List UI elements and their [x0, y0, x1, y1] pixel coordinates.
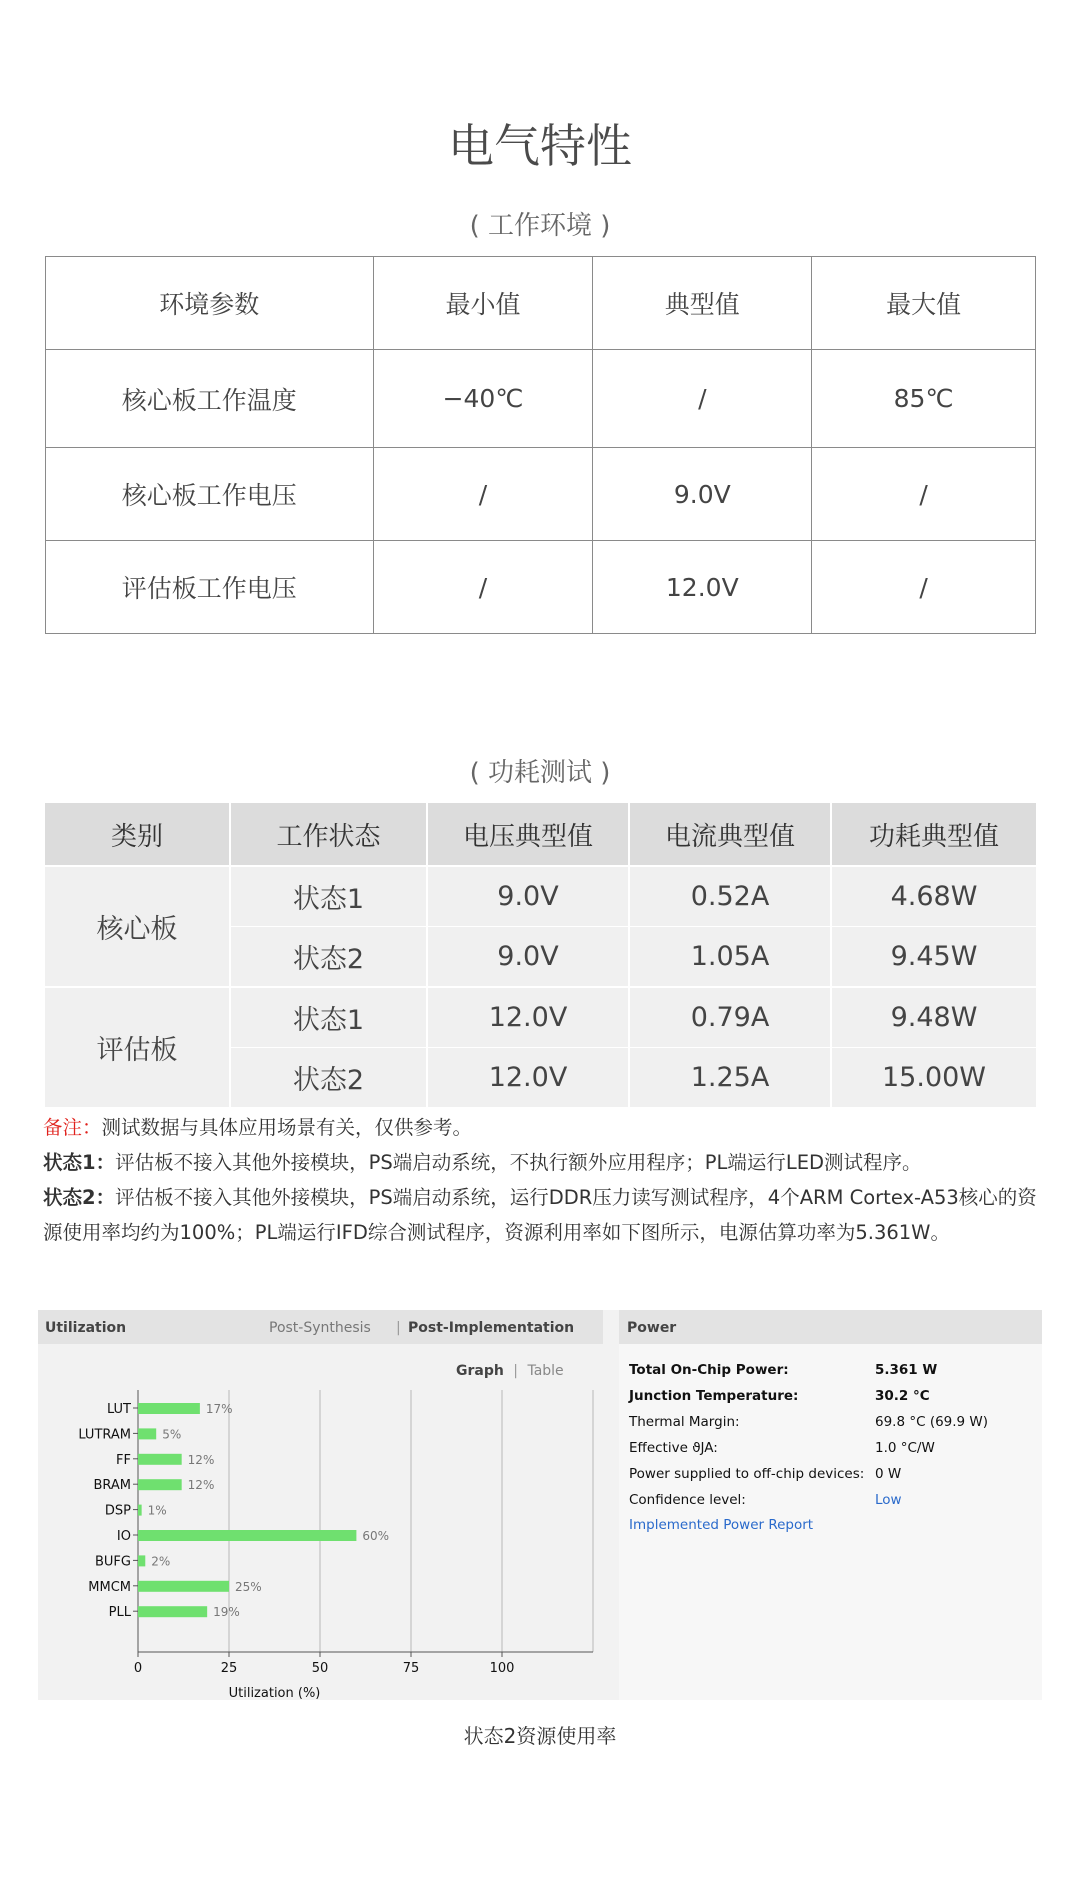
table-row — [45, 866, 1036, 927]
power-header — [619, 1310, 1042, 1344]
bar — [138, 1454, 182, 1465]
category-label: BUFG — [95, 1554, 131, 1570]
table-cell: 状态1 — [230, 866, 427, 927]
power-label: Total On-Chip Power: — [629, 1362, 789, 1378]
notes-block — [43, 1110, 1043, 1250]
table-cell: 核心板工作电压 — [46, 448, 374, 541]
graph-toggle[interactable]: Graph — [456, 1363, 504, 1379]
table-row — [46, 350, 1036, 448]
category-label: FF — [116, 1452, 131, 1468]
table-cell: 0.52A — [629, 866, 831, 927]
state1-line — [43, 1145, 1043, 1180]
category-label: BRAM — [93, 1478, 131, 1494]
vivado-screenshot — [38, 1310, 1042, 1700]
x-tick-label: 25 — [220, 1661, 238, 1676]
data-label: 25% — [235, 1579, 262, 1594]
header-cell: 类别 — [45, 803, 230, 866]
header-cell: 最小值 — [373, 257, 593, 350]
header-cell: 电压典型值 — [427, 803, 629, 866]
table-cell: 9.45W — [831, 927, 1036, 988]
bar — [138, 1555, 145, 1566]
bar — [138, 1530, 356, 1541]
figure-caption: 状态2资源使用率 — [463, 1724, 617, 1748]
power-panel — [619, 1310, 1042, 1700]
data-label: 60% — [362, 1529, 390, 1543]
table-row — [46, 541, 1036, 634]
power-label: Thermal Margin: — [629, 1414, 740, 1430]
table-cell: / — [812, 541, 1036, 634]
category-label: DSP — [104, 1503, 131, 1519]
table-cell: 状态2 — [230, 927, 427, 988]
x-tick-label: 0 — [133, 1661, 143, 1676]
bar — [138, 1581, 229, 1592]
x-axis-label: Utilization (%) — [228, 1686, 321, 1700]
power-label: Power supplied to off-chip devices: — [629, 1466, 865, 1482]
power-report-link[interactable]: Implemented Power Report — [629, 1517, 814, 1533]
state2-label: 状态2： — [43, 1186, 116, 1209]
table-cell: 9.0V — [427, 866, 629, 927]
data-label: 19% — [213, 1605, 240, 1620]
power-value: 30.2 °C — [875, 1388, 930, 1404]
table-cell: / — [812, 448, 1036, 541]
state1-label: 状态1： — [43, 1151, 116, 1174]
table-cell: 状态2 — [230, 1048, 427, 1108]
data-label: 1% — [147, 1503, 167, 1518]
table-cell: 0.79A — [629, 987, 831, 1048]
table-header-row — [45, 803, 1036, 866]
power-value: 0 W — [875, 1466, 902, 1482]
power-label: Confidence level: — [629, 1492, 746, 1508]
table-cell: / — [373, 448, 593, 541]
bar — [138, 1606, 207, 1617]
state2-text: 评估板不接入其他外接模块，PS端启动系统，运行DDR压力读写测试程序，4个ARM Cortex-A53核心的资源使用率均约为100%；PL端运行IFD综合测试程序，资源利用率如下图所示，电源估算功率为5.361W。 — [43, 1186, 1037, 1244]
table-cell: 9.48W — [831, 987, 1036, 1048]
table-header-row — [46, 257, 1036, 350]
category-label: PLL — [108, 1605, 131, 1621]
table-cell: 12.0V — [427, 987, 629, 1048]
toggle-separator: | — [513, 1363, 519, 1379]
bar — [138, 1428, 156, 1439]
table-cell: 评估板工作电压 — [46, 541, 374, 634]
category-label: IO — [116, 1529, 131, 1544]
power-value: 69.8 °C (69.9 W) — [875, 1414, 989, 1430]
x-tick-label: 100 — [489, 1661, 515, 1676]
table-cell: 4.68W — [831, 866, 1036, 927]
table-cell: −40℃ — [373, 350, 593, 448]
table-cell: 9.0V — [427, 927, 629, 988]
header-cell: 功耗典型值 — [831, 803, 1036, 866]
utilization-panel — [38, 1310, 603, 1700]
category-label: LUT — [106, 1402, 131, 1417]
state2-line — [43, 1180, 1043, 1250]
power-label: Junction Temperature: — [629, 1388, 799, 1404]
page-title: 电气特性 — [448, 119, 632, 173]
header-cell: 最大值 — [812, 257, 1036, 350]
power-value: 1.0 °C/W — [875, 1440, 935, 1456]
table-cell: 核心板工作温度 — [46, 350, 374, 448]
note-line — [43, 1110, 1043, 1145]
state1-text: 评估板不接入其他外接模块，PS端启动系统，不执行额外应用程序；PL端运行LED测试程序。 — [115, 1151, 922, 1174]
category-cell: 核心板 — [45, 866, 230, 987]
table-row — [45, 987, 1036, 1048]
power-subtitle: ( 功耗测试 ) — [469, 758, 611, 788]
category-label: LUTRAM — [78, 1427, 131, 1443]
table-cell: / — [373, 541, 593, 634]
power-table — [45, 803, 1036, 1107]
category-cell: 评估板 — [45, 987, 230, 1107]
tab-separator: | — [396, 1320, 401, 1336]
confidence-level-link[interactable]: Low — [875, 1492, 902, 1508]
data-label: 12% — [187, 1478, 215, 1493]
tab-post-implementation[interactable]: Post-Implementation — [408, 1320, 575, 1336]
table-cell: 1.05A — [629, 927, 831, 988]
data-label: 5% — [162, 1427, 182, 1442]
table-cell: / — [593, 350, 812, 448]
power-label: Effective ϑJA: — [629, 1440, 718, 1456]
header-cell: 环境参数 — [46, 257, 374, 350]
utilization-chart — [38, 1310, 603, 1700]
power-value: 5.361 W — [875, 1362, 938, 1378]
power-title: Power — [627, 1320, 677, 1336]
environment-table — [45, 256, 1036, 634]
x-tick-label: 50 — [311, 1661, 329, 1676]
table-toggle[interactable]: Table — [527, 1363, 564, 1379]
data-label: 12% — [187, 1452, 215, 1467]
header-cell: 工作状态 — [230, 803, 427, 866]
note-label: 备注： — [43, 1116, 102, 1139]
tab-post-synthesis[interactable]: Post-Synthesis — [269, 1320, 371, 1336]
table-cell: 9.0V — [593, 448, 812, 541]
table-cell: 12.0V — [593, 541, 812, 634]
bar — [138, 1505, 142, 1516]
table-cell: 1.25A — [629, 1048, 831, 1108]
env-subtitle: ( 工作环境 ) — [469, 211, 611, 241]
bar — [138, 1403, 200, 1414]
data-label: 2% — [151, 1554, 171, 1569]
category-label: MMCM — [88, 1579, 131, 1595]
header-cell: 典型值 — [593, 257, 812, 350]
note-text: 测试数据与具体应用场景有关，仅供参考。 — [101, 1116, 473, 1139]
bar — [138, 1479, 182, 1490]
table-cell: 15.00W — [831, 1048, 1036, 1108]
x-tick-label: 75 — [402, 1661, 420, 1676]
table-cell: 12.0V — [427, 1048, 629, 1108]
data-label: 17% — [205, 1402, 233, 1416]
header-cell: 电流典型值 — [629, 803, 831, 866]
table-row — [46, 448, 1036, 541]
utilization-title: Utilization — [45, 1320, 127, 1336]
table-cell: 状态1 — [230, 987, 427, 1048]
table-cell: 85℃ — [812, 350, 1036, 448]
